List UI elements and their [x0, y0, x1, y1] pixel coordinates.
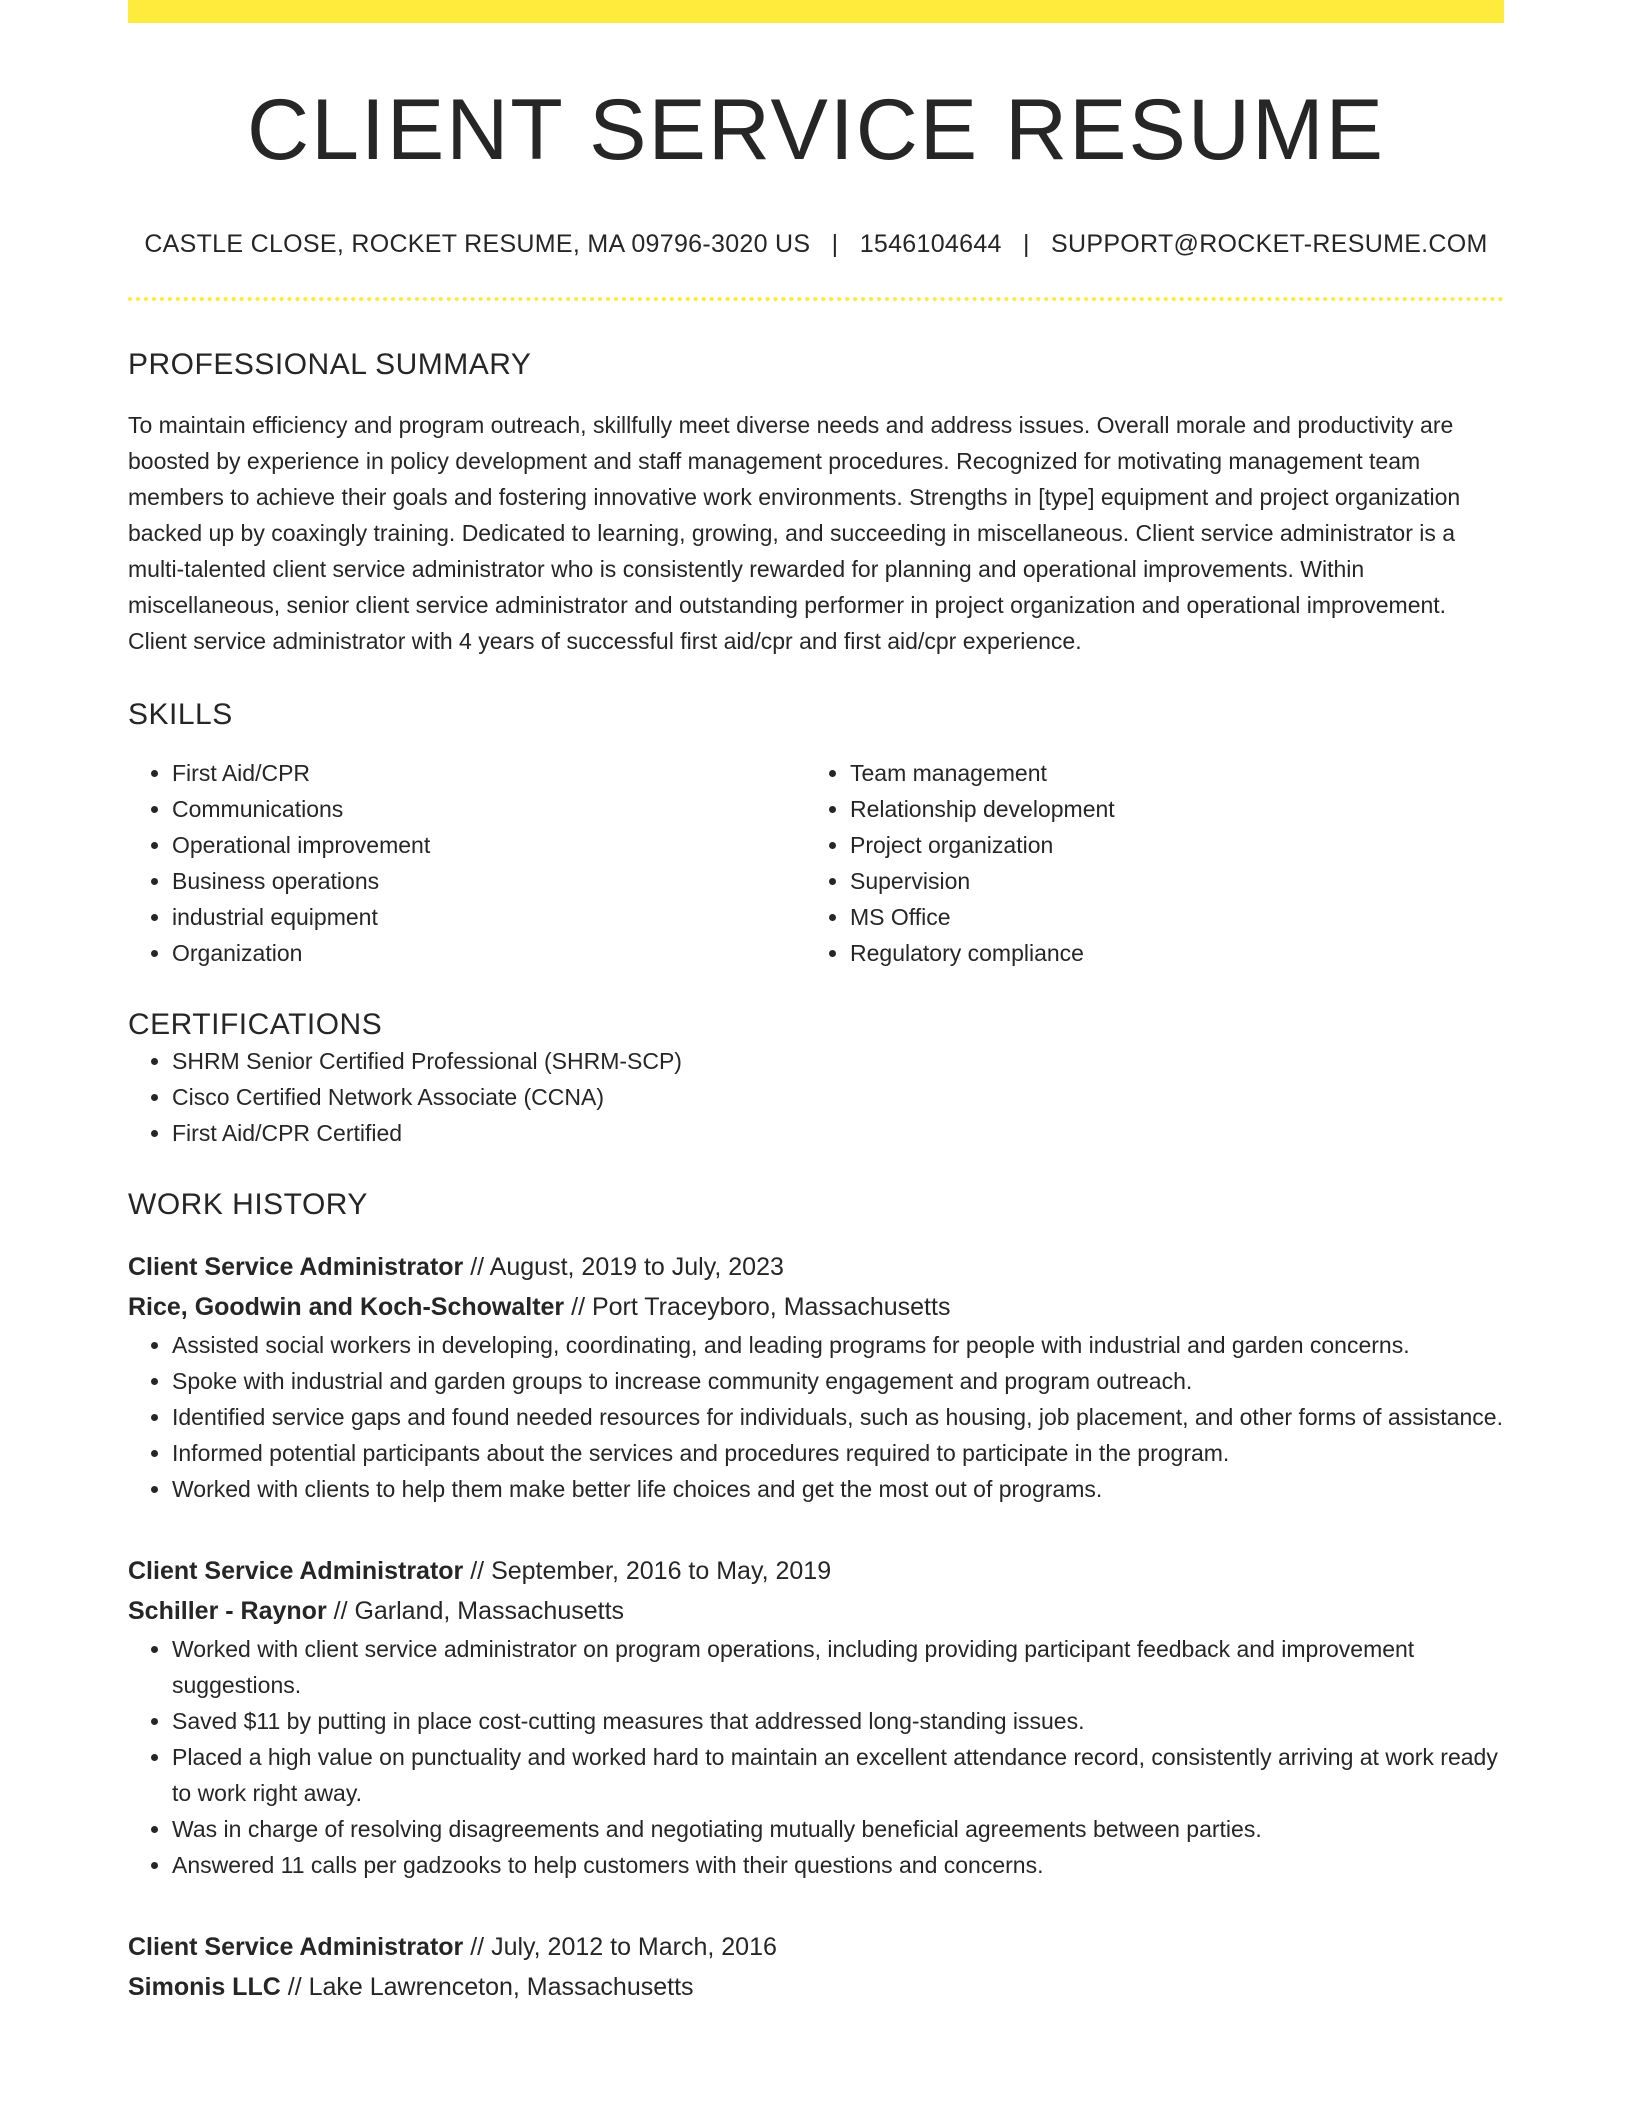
job-title: Client Service Administrator: [128, 1253, 464, 1281]
skill-item: • Project organization: [850, 827, 1484, 863]
resume-title: CLIENT SERVICE RESUME: [247, 82, 1385, 178]
work-history-heading: WORK HISTORY: [128, 1188, 368, 1221]
certifications-list: [128, 1043, 1504, 1151]
summary-text: To maintain efficiency and program outreach, skillfully meet diverse needs and address issues. Overall morale and productivity are boosted by experience in policy development and staff management procedures. Recognized for motivating management team members to achieve their goals and fostering innovative work environments. Strengths in [type] equipment and project organization backed up by coaxingly training. Dedicated to learning, growing, and succeeding in miscellaneous. Client service administrator is a multi-talented client service administrator who is consistently rewarded for planning and operational improvements. Within miscellaneous, senior client service administrator and outstanding performer in project organization and operational improvement. Client service administrator with 4 years of successful first aid/cpr and first aid/cpr experience.: [128, 412, 1461, 654]
skill-item: • Regulatory compliance: [850, 935, 1484, 971]
job-company: Rice, Goodwin and Koch-Schowalter: [128, 1293, 565, 1321]
job-bullet: • Answered 11 calls per gadzooks to help customers with their questions and concerns.: [172, 1847, 1504, 1883]
job-bullets: [128, 1631, 1504, 1883]
job-location: // Garland, Massachusetts: [326, 1597, 625, 1625]
skills-column-right: [806, 755, 1484, 971]
job-bullet: • Informed potential participants about the services and procedures required to participate in the program.: [172, 1435, 1504, 1471]
job-bullet: • Spoke with industrial and garden groups to increase community engagement and program outreach.: [172, 1363, 1504, 1399]
dotted-divider: [128, 297, 1504, 301]
job-bullet: • Worked with clients to help them make better life choices and get the most out of programs.: [172, 1471, 1504, 1507]
contact-line: [128, 229, 1504, 259]
skill-item: • Supervision: [850, 863, 1484, 899]
job-title-line: [128, 1247, 1504, 1287]
certification-item: • SHRM Senior Certified Professional (SHRM-SCP): [172, 1043, 1504, 1079]
resume-page: [128, 0, 1504, 2007]
skill-item: • industrial equipment: [172, 899, 806, 935]
skill-item: • Relationship development: [850, 791, 1484, 827]
job-title: Client Service Administrator: [128, 1557, 464, 1585]
job-entry: [128, 1247, 1504, 1507]
skill-item: • Organization: [172, 935, 806, 971]
job-title-line: [128, 1927, 1504, 1967]
skill-item: • Communications: [172, 791, 806, 827]
certifications-heading: CERTIFICATIONS: [128, 1008, 383, 1041]
job-company-line: [128, 1591, 1504, 1631]
job-bullet: • Saved $11 by putting in place cost-cutting measures that addressed long-standing issues.: [172, 1703, 1504, 1739]
job-title-line: [128, 1551, 1504, 1591]
skills-heading: SKILLS: [128, 698, 233, 731]
contact-separator: |: [1022, 230, 1030, 258]
job-bullet: • Placed a high value on punctuality and worked hard to maintain an excellent attendance record, consistently arriving at work ready to work right away.: [172, 1739, 1504, 1811]
job-bullet: • Was in charge of resolving disagreements and negotiating mutually beneficial agreements between parties.: [172, 1811, 1504, 1847]
job-entry: [128, 1927, 1504, 2007]
summary-heading: PROFESSIONAL SUMMARY: [128, 348, 532, 381]
skill-item: • Operational improvement: [172, 827, 806, 863]
top-accent-bar: [128, 0, 1504, 23]
job-dates: // July, 2012 to March, 2016: [463, 1933, 777, 1961]
job-bullet: • Worked with client service administrator on program operations, including providing participant feedback and improvement suggestions.: [172, 1631, 1504, 1703]
skill-item: • Team management: [850, 755, 1484, 791]
skills-column-left: [128, 755, 806, 971]
skill-item: • Business operations: [172, 863, 806, 899]
contact-phone: 1546104644: [859, 230, 1002, 258]
job-bullets: [128, 1327, 1504, 1507]
skills-list-right: [806, 755, 1484, 971]
job-company: Schiller - Raynor: [128, 1597, 327, 1625]
job-company: Simonis LLC: [128, 1973, 281, 2001]
certification-item: • Cisco Certified Network Associate (CCNA): [172, 1079, 1504, 1115]
job-bullet: • Identified service gaps and found needed resources for individuals, such as housing, job placement, and other forms of assistance.: [172, 1399, 1504, 1435]
job-title: Client Service Administrator: [128, 1933, 464, 1961]
certification-item: • First Aid/CPR Certified: [172, 1115, 1504, 1151]
job-location: // Lake Lawrenceton, Massachusetts: [280, 1973, 694, 2001]
contact-email: SUPPORT@ROCKET-RESUME.COM: [1051, 230, 1488, 258]
job-dates: // August, 2019 to July, 2023: [463, 1253, 784, 1281]
skill-item: • MS Office: [850, 899, 1484, 935]
contact-separator: |: [831, 230, 839, 258]
skills-list-left: [128, 755, 806, 971]
job-company-line: [128, 1287, 1504, 1327]
job-location: // Port Traceyboro, Massachusetts: [564, 1293, 951, 1321]
job-bullet: • Assisted social workers in developing, coordinating, and leading programs for people with industrial and garden concerns.: [172, 1327, 1504, 1363]
job-company-line: [128, 1967, 1504, 2007]
job-entry: [128, 1551, 1504, 1883]
skills-grid: [128, 755, 1504, 971]
job-dates: // September, 2016 to May, 2019: [463, 1557, 832, 1585]
contact-address: CASTLE CLOSE, ROCKET RESUME, MA 09796-3020 US: [144, 230, 811, 258]
skill-item: • First Aid/CPR: [172, 755, 806, 791]
work-history-list: [128, 1247, 1504, 2007]
